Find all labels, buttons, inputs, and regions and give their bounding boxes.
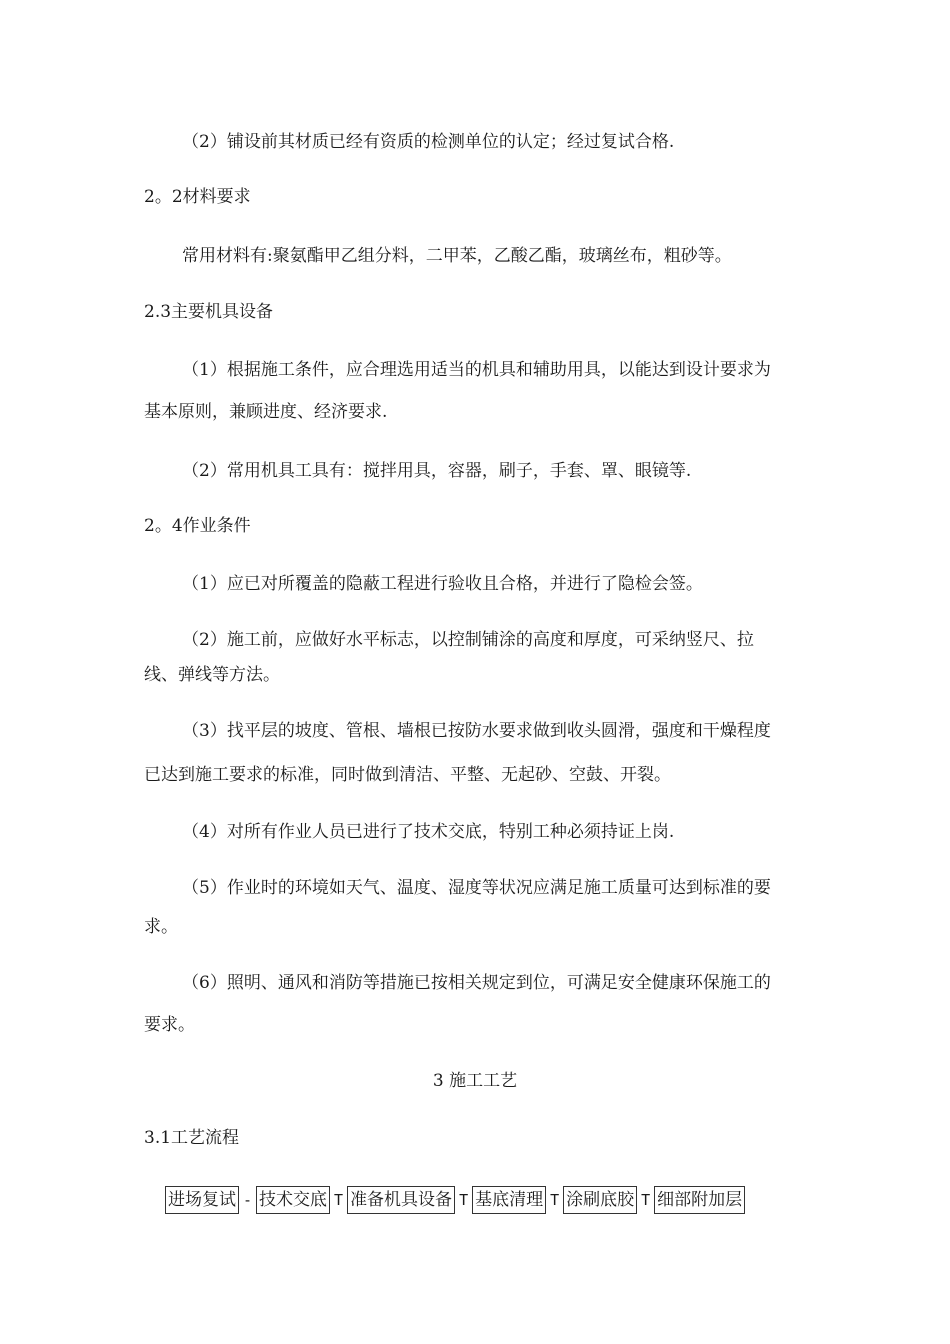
paragraph-line: （1）应已对所覆盖的隐蔽工程进行验收且合格，并进行了隐检会签。: [182, 574, 703, 594]
paragraph-line: （1）根据施工条件，应合理选用适当的机具和辅助用具，以能达到设计要求为: [182, 360, 771, 380]
flow-step: 准备机具设备: [347, 1186, 455, 1214]
paragraph-line: （6）照明、通风和消防等措施已按相关规定到位，可满足安全健康环保施工的: [182, 973, 771, 993]
paragraph-line: 已达到施工要求的标准，同时做到清洁、平整、无起砂、空鼓、开裂。: [144, 765, 671, 785]
section-heading: 2。4作业条件: [144, 516, 251, 536]
flow-arrow: T: [641, 1191, 651, 1209]
flow-step: 涂刷底胶: [563, 1186, 637, 1214]
flow-arrow: -: [243, 1191, 253, 1209]
flow-step: 技术交底: [256, 1186, 330, 1214]
paragraph-line: 求。: [144, 917, 178, 937]
paragraph-line: （2）常用机具工具有：搅拌用具，容器，刷子，手套、罩、眼镜等.: [182, 461, 692, 481]
paragraph-line: 要求。: [144, 1015, 195, 1035]
paragraph-line: 线、弹线等方法。: [144, 665, 280, 685]
paragraph-line: 基本原则，兼顾进度、经济要求.: [144, 402, 388, 422]
paragraph-line: （4）对所有作业人员已进行了技术交底，特别工种必须持证上岗.: [182, 822, 675, 842]
section-heading: 2.3主要机具设备: [144, 302, 274, 322]
process-flow: [165, 1186, 745, 1214]
flow-step: 进场复试: [165, 1186, 239, 1214]
flow-step: 基底清理: [472, 1186, 546, 1214]
subsection-title: 3.1工艺流程: [144, 1128, 240, 1148]
flow-arrow: T: [334, 1191, 344, 1209]
flow-step: 细部附加层: [654, 1186, 745, 1214]
paragraph-line: （2）施工前，应做好水平标志，以控制铺涂的高度和厚度，可采纳竖尺、拉: [182, 630, 754, 650]
paragraph-line: 常用材料有:聚氨酯甲乙组分料，二甲苯，乙酸乙酯，玻璃丝布，粗砂等。: [182, 246, 732, 266]
paragraph-line: （5）作业时的环境如天气、温度、湿度等状况应满足施工质量可达到标准的要: [182, 878, 771, 898]
section-heading: 2。2材料要求: [144, 187, 251, 207]
paragraph-line: （3）找平层的坡度、管根、墙根已按防水要求做到收头圆滑，强度和干燥程度: [182, 721, 771, 741]
paragraph-line: （2）铺设前其材质已经有资质的检测单位的认定；经过复试合格.: [182, 132, 675, 152]
section-title: 3 施工工艺: [432, 1071, 518, 1091]
flow-arrow: T: [459, 1191, 469, 1209]
flow-arrow: T: [550, 1191, 560, 1209]
